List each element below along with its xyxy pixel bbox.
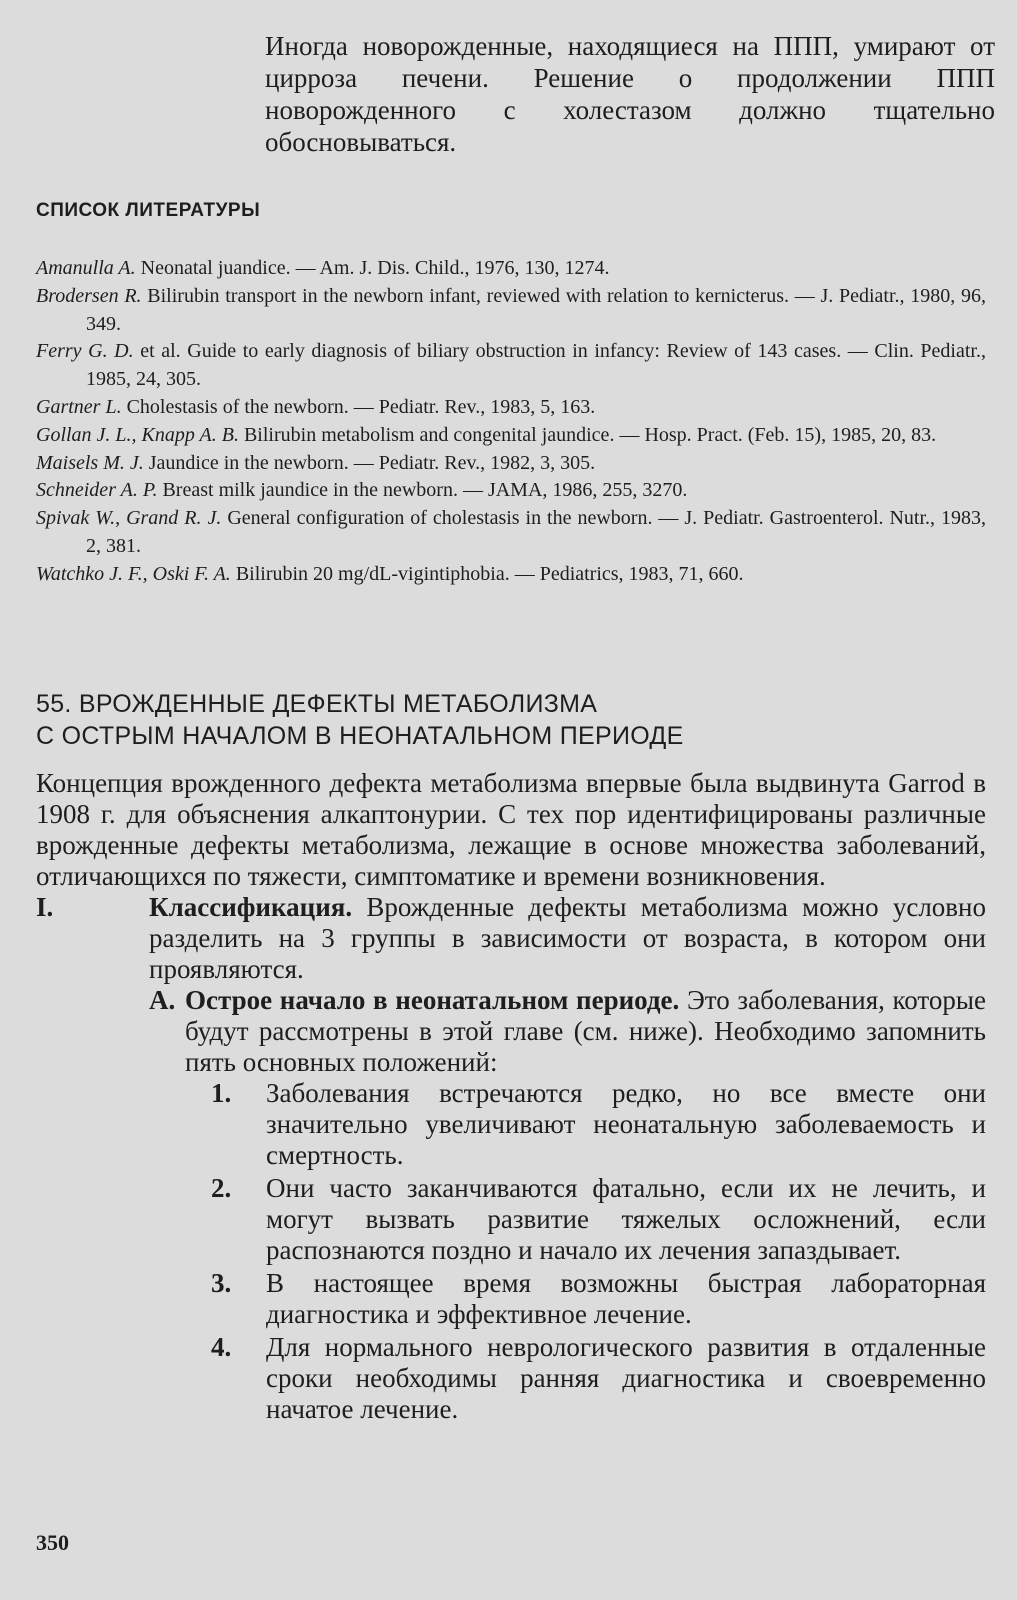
reference-author: Brodersen R. (36, 284, 142, 307)
point-number: 3. (211, 1268, 232, 1298)
reference-item (36, 450, 986, 478)
reference-item (36, 561, 986, 589)
point-text: Заболевания встречаются редко, но все вместе они значительно увеличивают неонатальную заболеваемость и смертность. (266, 1078, 986, 1170)
point-text: Для нормального неврологического развития в отдаленные сроки необходимы ранняя диагностика и своевременно начатое лечение. (266, 1332, 986, 1424)
reference-author: Maisels M. J. (36, 451, 144, 474)
subsection-acute-onset (149, 985, 986, 1078)
reference-author: Schneider A. P. (36, 479, 158, 502)
intro-paragraph: Иногда новорожденные, находящиеся на ППП, умирают от цирроза печени. Решение о продолжении ППП новорожденного с холестазом должно тщательно обосновываться. (265, 31, 995, 157)
chapter-title-line: С ОСТРЫМ НАЧАЛОМ В НЕОНАТАЛЬНОМ ПЕРИОДЕ (36, 722, 684, 750)
reference-text: General configuration of cholestasis in the newborn. — J. Pediatr. Gastroenterol. Nutr., 1983, 2, 381. (86, 507, 986, 557)
section-body: Врожденные дефекты метаболизма можно условно разделить на 3 группы в зависимости от возраста, в котором они проявляются. (149, 892, 986, 984)
chapter-title (36, 688, 996, 752)
reference-item (36, 505, 986, 561)
reference-text: Bilirubin metabolism and congenital jaundice. — Hosp. Pract. (Feb. 15), 1985, 20, 83. (238, 423, 937, 446)
reference-author: Gollan J. L., Knapp A. B. (36, 423, 239, 446)
reference-text: Bilirubin transport in the newborn infant, reviewed with relation to kernicterus. — J. Pediatr., 1980, 96, 349. (86, 284, 987, 335)
reference-author: Ferry G. D. (36, 340, 134, 363)
reference-text: Cholestasis of the newborn. — Pediatr. Rev., 1983, 5, 163. (121, 395, 596, 418)
point-text: В настоящее время возможны быстрая лабораторная диагностика и эффективное лечение. (266, 1268, 986, 1329)
subsection-text (185, 985, 986, 1078)
literature-heading: СПИСОК ЛИТЕРАТУРЫ (36, 200, 261, 221)
reference-text: et al. Guide to early diagnosis of biliary obstruction in infancy: Review of 143 cases. — Clin. Pediatr., 1985, 24, 305. (86, 340, 986, 391)
reference-item (36, 283, 986, 339)
point-number: 2. (211, 1173, 232, 1203)
chapter-body (36, 768, 986, 1425)
subsection-letter: А. (149, 985, 176, 1015)
section-classification (36, 892, 986, 985)
page-number: 350 (36, 1530, 69, 1555)
reference-text: Neonatal juandice. — Am. J. Dis. Child., 1976, 130, 1274. (135, 257, 610, 279)
reference-item (36, 255, 986, 283)
reference-author: Gartner L. (36, 395, 122, 418)
chapter-title-line: 55. ВРОЖДЕННЫЕ ДЕФЕКТЫ МЕТАБОЛИЗМА (36, 690, 598, 718)
reference-item (36, 338, 986, 394)
numbered-point (211, 1268, 986, 1330)
reference-item (36, 422, 986, 450)
reference-author: Amanulla A. (36, 257, 136, 279)
reference-author: Watchko J. F., Oski F. A. (36, 562, 231, 585)
section-number: I. (36, 892, 54, 922)
reference-author: Spivak W., Grand R. J. (36, 507, 222, 530)
subsection-body: Это заболевания, которые будут рассмотрены в этой главе (см. ниже). Необходимо запомнить пять основных положений: (185, 985, 986, 1077)
point-number: 1. (211, 1078, 232, 1108)
numbered-point (211, 1332, 986, 1425)
reference-item (36, 394, 986, 422)
numbered-point (211, 1173, 986, 1266)
point-number: 4. (211, 1332, 232, 1362)
numbered-point (211, 1078, 986, 1171)
reference-text: Bilirubin 20 mg/dL-vigintiphobia. — Pediatrics, 1983, 71, 660. (230, 562, 744, 585)
reference-text: Jaundice in the newborn. — Pediatr. Rev., 1982, 3, 305. (143, 451, 596, 474)
section-heading: Классификация. (149, 892, 353, 922)
chapter-intro-paragraph: Концепция врожденного дефекта метаболизма впервые была выдвинута Garrod в 1908 г. для объяснения алкаптонурии. С тех пор идентифицированы различные врожденные дефекты метаболизма, лежащие в основе множества заболеваний, отличающихся по тяжести, симптоматике и времени возникновения. (36, 768, 986, 891)
reference-item (36, 477, 986, 505)
point-text: Они часто заканчиваются фатально, если их не лечить, и могут вызвать развитие тяжелых осложнений, если распознаются поздно и начало их лечения запаздывает. (266, 1173, 986, 1265)
reference-list (36, 255, 986, 589)
reference-text: Breast milk jaundice in the newborn. — JAMA, 1986, 255, 3270. (157, 479, 688, 502)
section-text (149, 892, 986, 985)
subsection-heading: Острое начало в неонатальном периоде. (185, 985, 680, 1015)
